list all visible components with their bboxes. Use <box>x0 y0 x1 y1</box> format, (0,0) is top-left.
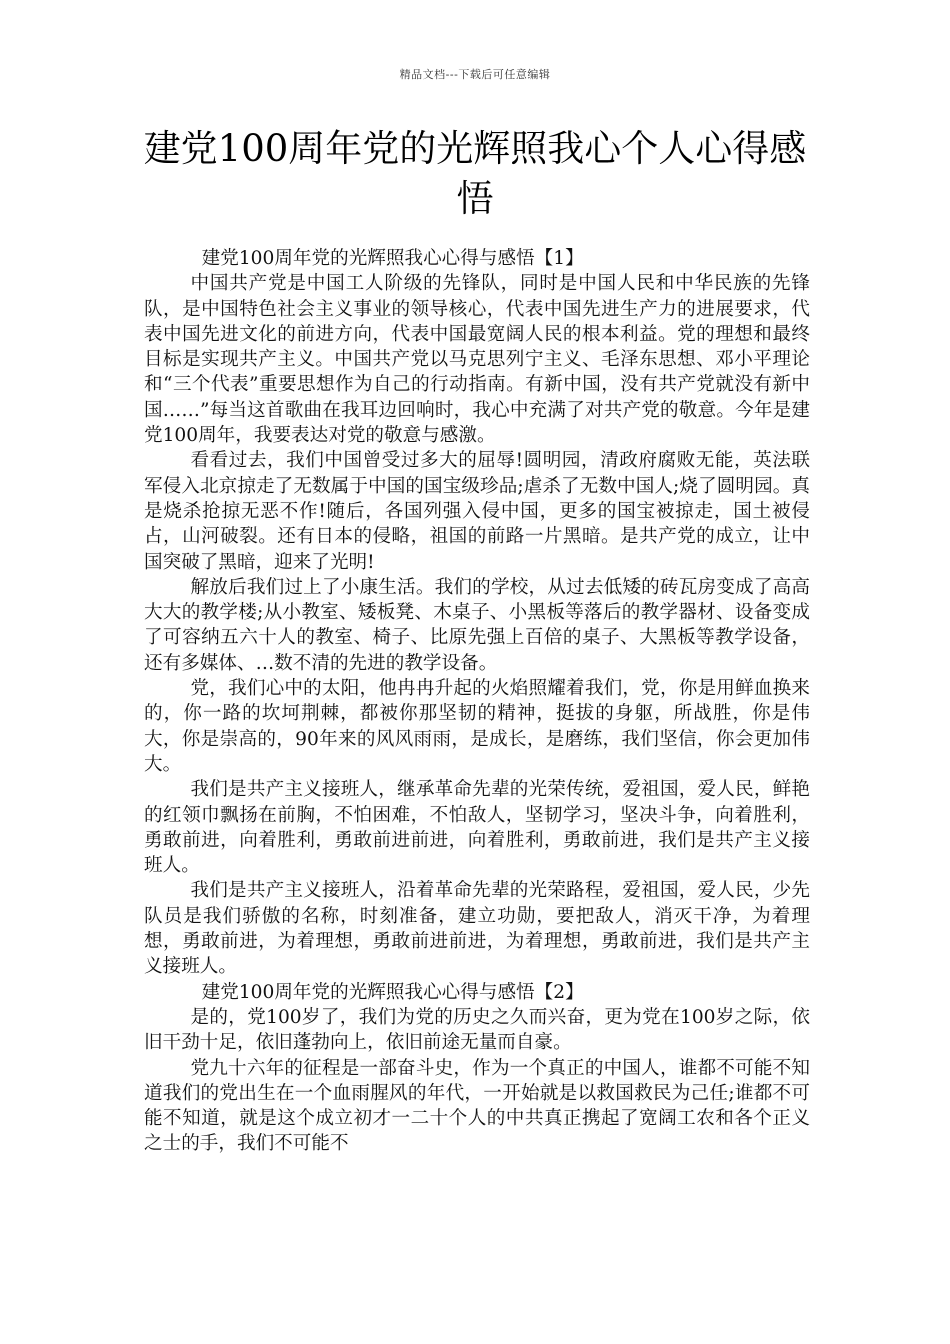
body-paragraph: 党九十六年的征程是一部奋斗史，作为一个真正的中国人，谁都不可能不知道我们的党出生在一个血雨腥风的年代，一开始就是以救国救民为己任;谁都不可能不知道，就是这个成立初才一二十个人的中共真正携起了宽阔工农和各个正义之士的手，我们不可能不 <box>144 1057 810 1155</box>
body-paragraph: 看看过去，我们中国曾受过多大的屈辱!圆明园，清政府腐败无能，英法联军侵入北京掠走了无数属于中国的国宝级珍品;虐杀了无数中国人;烧了圆明园。真是烧杀抢掠无恶不作!随后，各国列强入侵中国，更多的国宝被掠走，国土被侵占，山河破裂。还有日本的侵略，祖国的前路一片黑暗。是共产党的成立，让中国突破了黑暗，迎来了光明! <box>144 450 810 573</box>
section-heading-1: 建党100周年党的光辉照我心心得与感悟【1】 <box>201 248 584 269</box>
body-paragraph: 中国共产党是中国工人阶级的先锋队，同时是中国人民和中华民族的先锋队，是中国特色社会主义事业的领导核心，代表中国先进生产力的进展要求，代表中国先进文化的前进方向，代表中国最宽阔人民的根本利益。党的理想和最终目标是实现共产主义。中国共产党以马克思列宁主义、毛泽东思想、邓小平理论和“三个代表”重要思想作为自己的行动指南。有新中国，没有共产党就没有新中国……”每当这首歌曲在我耳边回响时，我心中充满了对共产党的敬意。今年是建党100周年，我要表达对党的敬意与感激。 <box>144 273 810 447</box>
body-paragraph: 是的，党100岁了，我们为党的历史之久而兴奋，更为党在100岁之际，依旧干劲十足，依旧蓬勃向上，依旧前途无量而自豪。 <box>144 1006 810 1054</box>
body-paragraph: 党，我们心中的太阳，他冉冉升起的火焰照耀着我们，党，你是用鲜血换来的，你一路的坎坷荆棘，都被你那坚韧的精神，挺拔的身躯，所战胜，你是伟大，你是崇高的，90年来的风风雨雨，是成长，是磨练，我们坚信，你会更加伟大。 <box>144 678 810 775</box>
body-paragraph: 解放后我们过上了小康生活。我们的学校，从过去低矮的砖瓦房变成了高高大大的教学楼;从小教室、矮板凳、木桌子、小黑板等落后的教学器材、设备变成了可容纳五六十人的教室、椅子、比原先强上百倍的桌子、大黑板等教学设备，还有多媒体、…数不清的先进的教学设备。 <box>144 576 810 674</box>
body-paragraph: 我们是共产主义接班人，沿着革命先辈的光荣路程，爱祖国，爱人民，少先队员是我们骄傲的名称，时刻准备，建立功勋，要把敌人，消灭干净，为着理想，勇敢前进，为着理想，勇敢前进前进，为着理想，勇敢前进，我们是共产主义接班人。 <box>144 880 810 978</box>
document-title: 建党100周年党的光辉照我心个人心得感悟 <box>143 127 807 220</box>
body-paragraph: 我们是共产主义接班人，继承革命先辈的光荣传统，爱祖国，爱人民，鲜艳的红领巾飘扬在前胸，不怕困难，不怕敌人，坚韧学习，坚决斗争，向着胜利，勇敢前进，向着胜利，勇敢前进前进，向着胜利，勇敢前进，我们是共产主义接班人。 <box>144 779 810 877</box>
document-body <box>144 246 810 1157</box>
section-heading-2: 建党100周年党的光辉照我心心得与感悟【2】 <box>201 981 584 1003</box>
page-header-note: 精品文档---下载后可任意编辑 <box>399 68 551 81</box>
